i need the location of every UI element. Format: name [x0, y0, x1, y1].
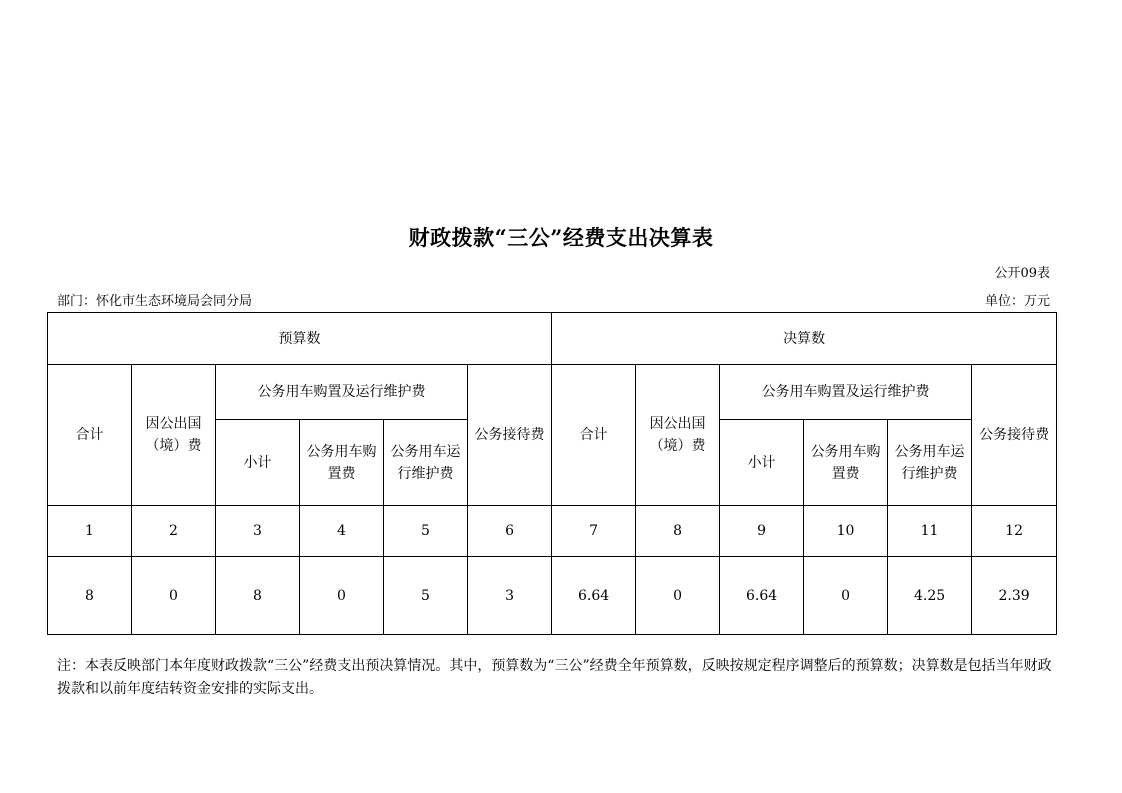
value-cell: 6.64 [552, 557, 636, 635]
column-number: 4 [300, 506, 384, 557]
value-cell: 3 [468, 557, 552, 635]
footnote: 注：本表反映部门本年度财政拨款“三公”经费支出预决算情况。其中，预算数为“三公”经费全年预算数，反映按规定程序调整后的预算数；决算数是包括当年财政拨款和以前年度结转资金安排的实际支出。 [57, 658, 1052, 697]
value-cell: 5 [384, 557, 468, 635]
budget-reception-header: 公务接待费 [468, 365, 552, 506]
final-vehicle-purchase-header: 公务用车购置费 [804, 420, 888, 506]
final-reception-header: 公务接待费 [972, 365, 1057, 506]
value-cell: 8 [216, 557, 300, 635]
column-number: 1 [48, 506, 132, 557]
value-cell: 0 [300, 557, 384, 635]
column-number: 11 [888, 506, 972, 557]
budget-vehicle-group-header: 公务用车购置及运行维护费 [216, 365, 468, 420]
column-number: 6 [468, 506, 552, 557]
final-vehicle-operation-header: 公务用车运行维护费 [888, 420, 972, 506]
value-cell: 4.25 [888, 557, 972, 635]
final-subtotal-header: 小计 [720, 420, 804, 506]
budget-total-header: 合计 [48, 365, 132, 506]
column-number: 5 [384, 506, 468, 557]
value-cell: 6.64 [720, 557, 804, 635]
page-title: 财政拨款“三公”经费支出决算表 [408, 225, 714, 250]
column-number: 8 [636, 506, 720, 557]
budget-overseas-header: 因公出国（境）费 [132, 365, 216, 506]
value-cell: 0 [804, 557, 888, 635]
final-total-header: 合计 [552, 365, 636, 506]
value-cell: 0 [132, 557, 216, 635]
final-vehicle-group-header: 公务用车购置及运行维护费 [720, 365, 972, 420]
expenditure-table [47, 312, 1057, 635]
value-cell: 0 [636, 557, 720, 635]
department-label: 部门：怀化市生态环境局会同分局 [57, 294, 253, 309]
unit-label: 单位：万元 [984, 294, 1050, 309]
budget-subtotal-header: 小计 [216, 420, 300, 506]
column-number: 12 [972, 506, 1057, 557]
column-number: 3 [216, 506, 300, 557]
form-number: 公开09表 [994, 266, 1050, 281]
value-cell: 2.39 [972, 557, 1057, 635]
column-number: 7 [552, 506, 636, 557]
column-number: 10 [804, 506, 888, 557]
final-overseas-header: 因公出国（境）费 [636, 365, 720, 506]
column-number: 2 [132, 506, 216, 557]
budget-vehicle-operation-header: 公务用车运行维护费 [384, 420, 468, 506]
value-row [48, 557, 1057, 635]
column-number: 9 [720, 506, 804, 557]
column-number-row [48, 506, 1057, 557]
budget-header: 预算数 [48, 313, 552, 365]
budget-vehicle-purchase-header: 公务用车购置费 [300, 420, 384, 506]
value-cell: 8 [48, 557, 132, 635]
final-header: 决算数 [552, 313, 1057, 365]
